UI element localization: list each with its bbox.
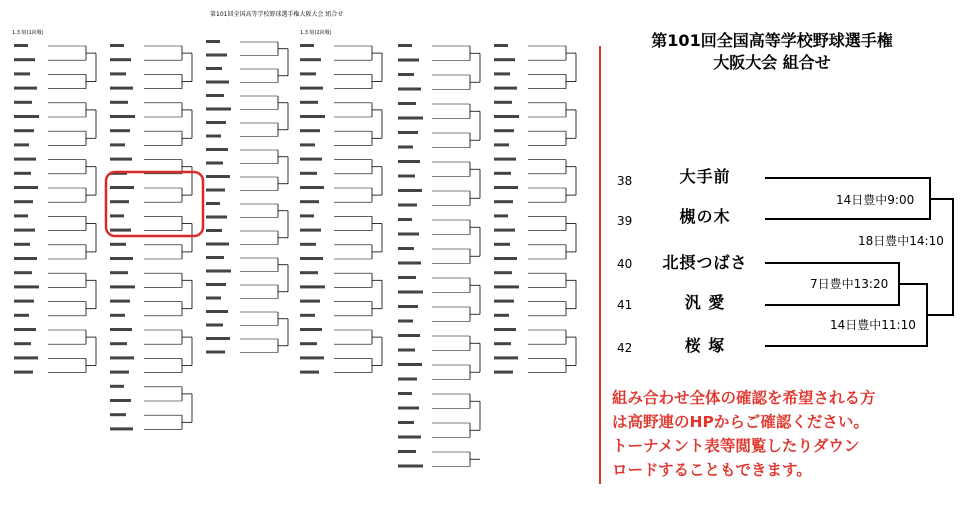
sheet-entry-mark bbox=[14, 172, 31, 175]
sheet-entry-mark bbox=[398, 175, 415, 178]
sheet-entry-mark bbox=[494, 143, 509, 146]
sheet-entry-mark bbox=[494, 115, 519, 118]
bracket-line bbox=[765, 218, 931, 220]
sheet-entry-mark bbox=[14, 87, 37, 90]
block-label-1: 1.3 組(1回戦) bbox=[12, 30, 44, 36]
notice-line-1: 組み合わせ全体の確認を希望される方 bbox=[612, 389, 876, 407]
sheet-entry-mark bbox=[398, 363, 422, 366]
sheet-entry-mark bbox=[398, 102, 416, 105]
sheet-entry-mark bbox=[206, 297, 221, 300]
bracket-title bbox=[612, 30, 932, 74]
sheet-entry-mark bbox=[494, 58, 515, 61]
sheet-entry-mark bbox=[398, 218, 412, 221]
block-label-2: 1.3 組(2回戦) bbox=[300, 30, 332, 36]
team-number-41: 41 bbox=[617, 298, 633, 312]
sheet-entry-mark bbox=[494, 200, 513, 203]
sheet-entry-mark bbox=[300, 356, 324, 359]
sheet-entry-mark bbox=[300, 129, 320, 132]
sheet-entry-mark bbox=[14, 143, 29, 146]
sheet-entry-mark bbox=[14, 229, 35, 232]
sheet-entry-mark bbox=[300, 328, 322, 331]
sheet-entry-mark bbox=[110, 342, 127, 345]
sheet-entry-mark bbox=[300, 371, 319, 374]
sheet-entry-mark bbox=[110, 87, 133, 90]
sheet-entry-mark bbox=[494, 101, 512, 104]
sheet-entry-mark bbox=[206, 202, 220, 205]
game-time-42: 14日豊中11:10 bbox=[830, 318, 916, 332]
team-number-40: 40 bbox=[617, 257, 633, 271]
sheet-entry-mark bbox=[14, 115, 39, 118]
sheet-entry-mark bbox=[110, 285, 135, 288]
bracket-lines bbox=[14, 40, 576, 468]
sheet-entry-mark bbox=[110, 58, 131, 61]
sheet-entry-mark bbox=[110, 300, 130, 303]
sheet-entry-mark bbox=[14, 342, 31, 345]
title-line-2: 大阪大会 組合せ bbox=[713, 53, 831, 72]
notice-text bbox=[612, 386, 967, 482]
sheet-entry-mark bbox=[14, 129, 34, 132]
sheet-entry-mark bbox=[206, 310, 228, 313]
sheet-entry-mark bbox=[300, 300, 320, 303]
sheet-entry-mark bbox=[14, 158, 36, 161]
sheet-entry-mark bbox=[110, 44, 124, 47]
sheet-entry-mark bbox=[206, 40, 220, 43]
sheet-entry-mark bbox=[110, 328, 132, 331]
sheet-entry-mark bbox=[206, 256, 224, 259]
sheet-entry-mark bbox=[494, 285, 519, 288]
sheet-entry-mark bbox=[300, 243, 316, 246]
sheet-entry-mark bbox=[398, 88, 421, 91]
sheet-entry-mark bbox=[494, 172, 511, 175]
sheet-entry-mark bbox=[398, 233, 419, 236]
sheet-entry-mark bbox=[398, 160, 420, 163]
bracket-line bbox=[929, 198, 954, 200]
sheet-entry-mark bbox=[110, 314, 125, 317]
bracket-line bbox=[765, 345, 928, 347]
sheet-entry-mark bbox=[300, 58, 321, 61]
sheet-entry-mark bbox=[14, 186, 38, 189]
sheet-entry-mark bbox=[206, 54, 227, 57]
sheet-entry-mark bbox=[206, 94, 224, 97]
sheet-entry-mark bbox=[206, 283, 226, 286]
sheet-entry-mark bbox=[14, 101, 32, 104]
sheet-entry-mark bbox=[494, 356, 518, 359]
sheet-entry-mark bbox=[398, 59, 419, 62]
sheet-entry-mark bbox=[206, 121, 226, 124]
sheet-entry-mark bbox=[14, 271, 32, 274]
team-name-41: 汎 愛 bbox=[684, 293, 726, 312]
sheet-entry-mark bbox=[494, 186, 518, 189]
sheet-entry-mark bbox=[494, 328, 516, 331]
sheet-entry-mark bbox=[398, 189, 422, 192]
sheet-entry-mark bbox=[110, 356, 134, 359]
sheet-entry-mark bbox=[494, 342, 511, 345]
sheet-entry-mark bbox=[110, 229, 131, 232]
sheet-entry-mark bbox=[110, 413, 126, 416]
sheet-entry-mark bbox=[494, 72, 510, 75]
sheet-entry-mark bbox=[398, 117, 423, 120]
sheet-entry-mark bbox=[110, 200, 129, 203]
sheet-entry-mark bbox=[494, 300, 514, 303]
sheet-entry-mark bbox=[14, 300, 34, 303]
sheet-entry-mark bbox=[14, 328, 36, 331]
sheet-entry-mark bbox=[110, 158, 132, 161]
notice-line-4: ロードすることもできます。 bbox=[612, 461, 812, 479]
sheet-entry-mark bbox=[14, 371, 33, 374]
sheet-entry-mark bbox=[206, 351, 225, 354]
sheet-entry-mark bbox=[206, 324, 223, 327]
sheet-entry-mark bbox=[300, 271, 318, 274]
sheet-entry-mark bbox=[206, 108, 231, 111]
game-time-final: 18日豊中14:10 bbox=[858, 234, 944, 248]
sheet-entry-mark bbox=[110, 101, 128, 104]
sheet-entry-mark bbox=[494, 229, 515, 232]
sheet-entry-mark bbox=[300, 200, 319, 203]
sheet-entry-mark bbox=[110, 186, 134, 189]
sheet-entry-mark bbox=[494, 214, 508, 217]
sheet-entry-mark bbox=[110, 115, 135, 118]
sheet-entry-mark bbox=[398, 320, 413, 323]
sheet-entry-mark bbox=[110, 214, 124, 217]
sheet-entry-mark bbox=[110, 399, 131, 402]
sheet-entry-mark bbox=[110, 371, 129, 374]
sheet-entry-mark bbox=[300, 186, 324, 189]
sheet-entry-mark bbox=[206, 148, 228, 151]
bracket-line bbox=[952, 198, 954, 316]
sheet-entry-mark bbox=[14, 243, 30, 246]
sheet-entry-mark bbox=[494, 271, 512, 274]
sheet-entry-mark bbox=[300, 229, 321, 232]
sheet-entry-mark bbox=[14, 44, 28, 47]
bracket-line bbox=[765, 177, 931, 179]
sheet-entry-mark bbox=[398, 146, 413, 149]
team-name-39: 槻の木 bbox=[679, 207, 731, 226]
sheet-entry-mark bbox=[206, 270, 231, 273]
sheet-entry-mark bbox=[206, 243, 229, 246]
sheet-entry-mark bbox=[398, 305, 418, 308]
sheet-entry-mark bbox=[300, 285, 325, 288]
sheet-entry-mark bbox=[14, 200, 33, 203]
sheet-entry-mark bbox=[398, 450, 416, 453]
sheet-entry-mark bbox=[398, 436, 421, 439]
sheet-entry-mark bbox=[14, 314, 29, 317]
sheet-entry-mark bbox=[300, 44, 314, 47]
sheet-entry-mark bbox=[494, 158, 516, 161]
sheet-entry-mark bbox=[494, 314, 509, 317]
title-line-1: 第101回全国高等学校野球選手権 bbox=[651, 31, 893, 50]
team-name-38: 大手前 bbox=[679, 167, 731, 186]
sheet-entry-mark bbox=[110, 143, 125, 146]
sheet-entry-mark bbox=[494, 257, 517, 260]
red-divider bbox=[599, 46, 601, 484]
sheet-entry-mark bbox=[110, 243, 126, 246]
team-number-42: 42 bbox=[617, 341, 633, 355]
bracket-line bbox=[898, 283, 928, 285]
team-number-38: 38 bbox=[617, 174, 633, 188]
sheet-entry-mark bbox=[110, 257, 133, 260]
sheet-entry-mark bbox=[300, 172, 317, 175]
sheet-entry-mark bbox=[206, 67, 222, 70]
sheet-entry-mark bbox=[206, 189, 225, 192]
sheet-entry-mark bbox=[300, 314, 315, 317]
sheet-entry-mark bbox=[110, 129, 130, 132]
sheet-entry-mark bbox=[398, 44, 412, 47]
sheet-entry-mark bbox=[300, 257, 323, 260]
sheet-entry-mark bbox=[398, 349, 415, 352]
sheet-entry-mark bbox=[398, 378, 417, 381]
sheet-entry-mark bbox=[398, 334, 420, 337]
sheet-entry-mark bbox=[398, 291, 423, 294]
sheet-entry-mark bbox=[110, 72, 126, 75]
sheet-entry-mark bbox=[300, 87, 323, 90]
sheet-entry-mark bbox=[398, 407, 419, 410]
sheet-entry-mark bbox=[206, 81, 229, 84]
sheet-entry-mark bbox=[494, 243, 510, 246]
sheet-entry-mark bbox=[14, 356, 38, 359]
sheet-entry-mark bbox=[398, 204, 417, 207]
team-number-39: 39 bbox=[617, 214, 633, 228]
sheet-entry-mark bbox=[398, 465, 423, 468]
sheet-entry-mark bbox=[110, 427, 133, 430]
sheet-entry-mark bbox=[14, 285, 39, 288]
bracket-line bbox=[926, 314, 954, 316]
sheet-entry-mark bbox=[398, 262, 421, 265]
sheet-entry-mark bbox=[206, 337, 230, 340]
sheet-title: 第101回全国高等学校野球選手権大阪大会 組合せ bbox=[210, 11, 344, 18]
notice-line-3: トーナメント表等閲覧したりダウン bbox=[612, 437, 860, 455]
notice-line-2: は高野連のHPからご確認ください。 bbox=[612, 413, 869, 431]
sheet-entry-mark bbox=[300, 115, 325, 118]
sheet-entry-mark bbox=[206, 162, 223, 165]
sheet-entry-mark bbox=[398, 421, 414, 424]
sheet-entry-mark bbox=[206, 175, 230, 178]
sheet-entry-mark bbox=[14, 257, 37, 260]
sheet-entry-mark bbox=[14, 58, 35, 61]
sheet-entry-mark bbox=[398, 392, 412, 395]
sheet-entry-mark bbox=[398, 73, 414, 76]
sheet-entry-mark bbox=[300, 101, 318, 104]
sheet-entry-mark bbox=[494, 129, 514, 132]
game-time-40-41: 7日豊中13:20 bbox=[810, 277, 889, 291]
sheet-entry-mark bbox=[300, 214, 314, 217]
sheet-entry-mark bbox=[14, 72, 30, 75]
sheet-entry-mark bbox=[494, 87, 517, 90]
sheet-entry-mark bbox=[300, 72, 316, 75]
highlight-box bbox=[106, 172, 203, 236]
sheet-entry-mark bbox=[300, 143, 315, 146]
sheet-entry-mark bbox=[300, 158, 322, 161]
sheet-entry-mark bbox=[300, 342, 317, 345]
sheet-entry-mark bbox=[398, 247, 414, 250]
team-name-42: 桜 塚 bbox=[684, 336, 726, 355]
sheet-entry-mark bbox=[110, 385, 124, 388]
sheet-entry-mark bbox=[398, 276, 416, 279]
sheet-entry-mark bbox=[494, 44, 508, 47]
game-time-38-39: 14日豊中9:00 bbox=[836, 193, 915, 207]
sheet-entry-mark bbox=[14, 214, 28, 217]
sheet-entry-mark bbox=[206, 135, 221, 138]
bracket-line bbox=[765, 304, 900, 306]
sheet-entry-mark bbox=[206, 216, 227, 219]
sheet-entry-mark bbox=[398, 131, 418, 134]
sheet-entry-mark bbox=[110, 271, 128, 274]
sheet-entry-mark bbox=[494, 371, 513, 374]
sheet-entry-mark bbox=[206, 229, 222, 232]
bracket-line bbox=[765, 262, 900, 264]
team-name-40: 北摂つばさ bbox=[662, 253, 748, 272]
